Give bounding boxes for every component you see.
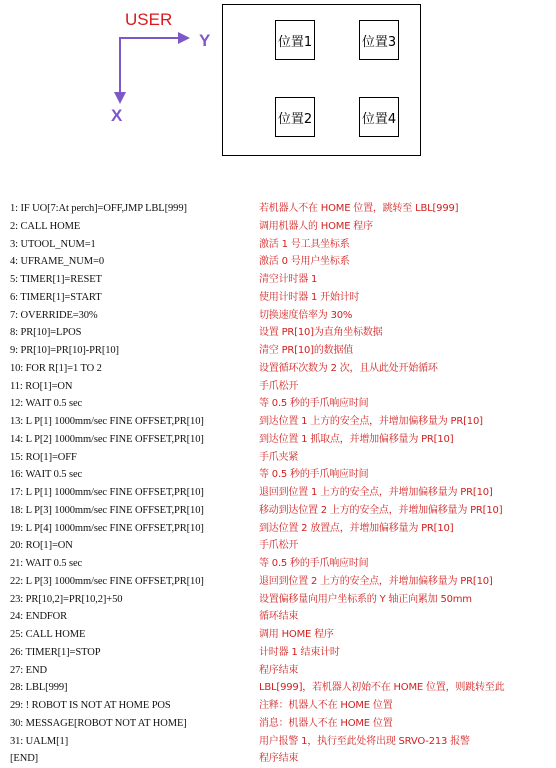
program-line — [0, 573, 556, 591]
program-line — [0, 591, 556, 609]
position-3-box: 位置3 — [359, 20, 399, 60]
program-line — [0, 395, 556, 413]
program-line — [0, 431, 556, 449]
coordinate-diagram — [0, 0, 556, 170]
workspace-frame — [222, 4, 421, 156]
program-comment: 消息：机器人不在 HOME 位置 — [259, 717, 393, 729]
program-code: 15: RO[1]=OFF — [10, 451, 77, 463]
user-frame-label: USER — [125, 10, 173, 29]
position-4-box: 位置4 — [359, 97, 399, 137]
program-code: 19: L P[4] 1000mm/sec FINE OFFSET,PR[10] — [10, 522, 204, 534]
program-line — [0, 484, 556, 502]
program-comment: 移动到达位置 2 上方的安全点，并增加偏移量为 PR[10] — [259, 504, 503, 516]
program-comment: 手爪松开 — [259, 380, 299, 392]
program-code: 16: WAIT 0.5 sec — [10, 469, 83, 481]
program-code: 23: PR[10,2]=PR[10,2]+50 — [10, 593, 123, 605]
program-comment: 到达位置 1 抓取点，并增加偏移量为 PR[10] — [259, 433, 454, 445]
program-code: 12: WAIT 0.5 sec — [10, 398, 83, 410]
program-code: 7: OVERRIDE=30% — [10, 309, 98, 321]
program-comment: 等 0.5 秒的手爪响应时间 — [259, 469, 369, 481]
program-code: 25: CALL HOME — [10, 629, 86, 640]
position-2-box: 位置2 — [275, 97, 315, 137]
program-line — [0, 697, 556, 715]
program-comment: 手爪松开 — [259, 540, 299, 552]
program-code: 24: ENDFOR — [10, 611, 68, 623]
y-axis-arrowhead — [178, 32, 190, 44]
program-code: [END] — [10, 753, 39, 765]
program-code: 13: L P[1] 1000mm/sec FINE OFFSET,PR[10] — [10, 416, 204, 427]
program-code: 1: IF UO[7:At perch]=OFF,JMP LBL[999] — [10, 203, 187, 214]
program-comment: 程序结束 — [259, 664, 299, 676]
program-line — [0, 466, 556, 484]
y-axis-label: Y — [199, 31, 211, 50]
program-code: 11: RO[1]=ON — [10, 380, 73, 392]
program-line — [0, 555, 556, 573]
program-comment: 设置循环次数为 2 次，且从此处开始循环 — [259, 362, 438, 374]
program-comment: 注释：机器人不在 HOME 位置 — [259, 700, 393, 711]
x-axis-label: X — [111, 106, 123, 125]
x-axis-arrowhead — [114, 92, 126, 104]
program-code: 17: L P[1] 1000mm/sec FINE OFFSET,PR[10] — [10, 487, 204, 498]
program-code: 31: UALM[1] — [10, 735, 69, 747]
program-code: 9: PR[10]=PR[10]-PR[10] — [10, 345, 119, 356]
program-comment: 调用机器人的 HOME 程序 — [259, 220, 373, 232]
program-comment: 到达位置 2 放置点，并增加偏移量为 PR[10] — [259, 522, 454, 534]
program-code: 2: CALL HOME — [10, 220, 81, 232]
program-comment: 手爪夹紧 — [259, 451, 299, 463]
program-comment: 激活 0 号用户坐标系 — [259, 256, 350, 268]
program-line — [0, 289, 556, 307]
program-line — [0, 733, 556, 751]
program-comment: 用户报警 1，执行至此处将出现 SRVO-213 报警 — [259, 735, 470, 747]
program-code: 29: ! ROBOT IS NOT AT HOME POS — [10, 700, 171, 711]
program-line — [0, 662, 556, 680]
program-code: 3: UTOOL_NUM=1 — [10, 238, 96, 250]
program-code: 22: L P[3] 1000mm/sec FINE OFFSET,PR[10] — [10, 575, 204, 587]
program-line — [0, 520, 556, 538]
program-comment: 清空计时器 1 — [259, 274, 318, 285]
program-line — [0, 324, 556, 342]
program-line — [0, 360, 556, 378]
program-line — [0, 608, 556, 626]
program-code: 6: TIMER[1]=START — [10, 291, 102, 303]
program-line — [0, 644, 556, 662]
program-listing — [0, 200, 556, 768]
program-line — [0, 378, 556, 396]
program-comment: 若机器人不在 HOME 位置，跳转至 LBL[999] — [259, 203, 459, 214]
program-comment: 等 0.5 秒的手爪响应时间 — [259, 398, 369, 410]
program-comment: 退回到位置 1 上方的安全点，并增加偏移量为 PR[10] — [259, 487, 493, 498]
program-line — [0, 200, 556, 218]
program-line — [0, 679, 556, 697]
program-code: 14: L P[2] 1000mm/sec FINE OFFSET,PR[10] — [10, 433, 204, 445]
program-line — [0, 750, 556, 768]
program-comment: 退回到位置 2 上方的安全点，并增加偏移量为 PR[10] — [259, 575, 493, 587]
program-code: 26: TIMER[1]=STOP — [10, 646, 101, 658]
program-line — [0, 502, 556, 520]
program-comment: 设置 PR[10]为直角坐标数据 — [259, 327, 383, 339]
program-comment: 切换速度倍率为 30% — [259, 309, 353, 321]
program-comment: 使用计时器 1 开始计时 — [259, 291, 360, 303]
program-code: 5: TIMER[1]=RESET — [10, 274, 102, 285]
program-line — [0, 271, 556, 289]
program-comment: 调用 HOME 程序 — [259, 629, 334, 640]
program-comment: 到达位置 1 上方的安全点，并增加偏移量为 PR[10] — [259, 416, 483, 427]
program-line — [0, 253, 556, 271]
program-comment: 计时器 1 结束计时 — [259, 646, 340, 658]
program-comment: 程序结束 — [259, 753, 299, 765]
program-comment: 设置偏移量向用户坐标系的 Y 轴正向累加 50mm — [259, 593, 472, 605]
program-comment: 激活 1 号工具坐标系 — [259, 238, 350, 250]
program-line — [0, 307, 556, 325]
program-comment: 循环结束 — [259, 611, 299, 623]
program-line — [0, 218, 556, 236]
position-1-box: 位置1 — [275, 20, 315, 60]
program-code: 27: END — [10, 664, 47, 676]
program-code: 4: UFRAME_NUM=0 — [10, 256, 104, 268]
program-comment: LBL[999]，若机器人初始不在 HOME 位置，则跳转至此 — [259, 682, 505, 694]
program-code: 8: PR[10]=LPOS — [10, 327, 82, 339]
program-code: 10: FOR R[1]=1 TO 2 — [10, 362, 102, 374]
program-comment: 等 0.5 秒的手爪响应时间 — [259, 558, 369, 569]
program-code: 30: MESSAGE[ROBOT NOT AT HOME] — [10, 717, 187, 729]
program-code: 18: L P[3] 1000mm/sec FINE OFFSET,PR[10] — [10, 504, 204, 516]
program-line — [0, 342, 556, 360]
program-line — [0, 236, 556, 254]
program-code: 20: RO[1]=ON — [10, 540, 73, 552]
program-line — [0, 537, 556, 555]
user-frame-axes — [100, 26, 210, 106]
program-line — [0, 626, 556, 644]
program-code: 21: WAIT 0.5 sec — [10, 558, 83, 569]
program-line — [0, 449, 556, 467]
program-code: 28: LBL[999] — [10, 682, 68, 694]
program-comment: 清空 PR[10]的数据值 — [259, 345, 354, 356]
program-line — [0, 413, 556, 431]
